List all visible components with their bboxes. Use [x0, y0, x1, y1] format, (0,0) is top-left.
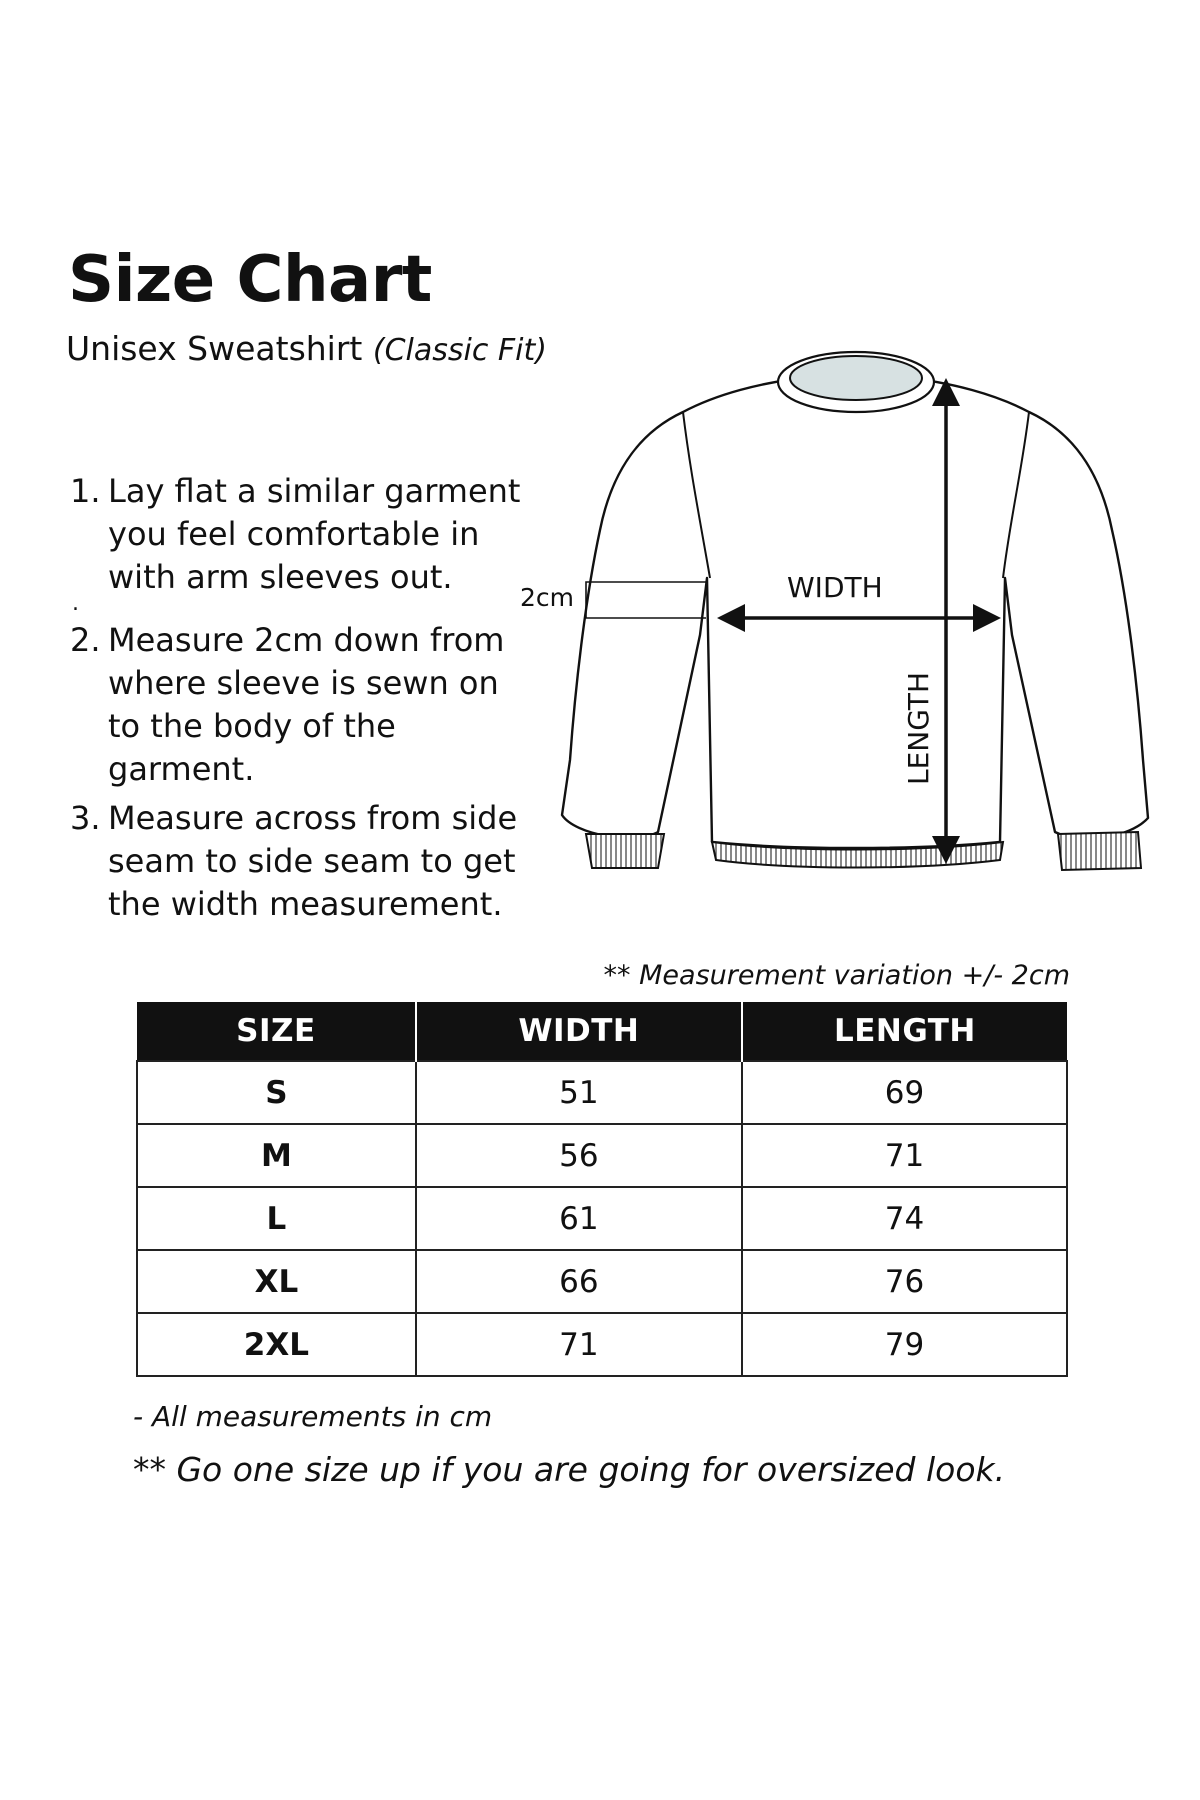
page-subtitle	[66, 329, 547, 368]
size-cell: XL	[137, 1250, 416, 1313]
length-cell: 76	[742, 1250, 1067, 1313]
width-cell: 66	[416, 1250, 742, 1313]
fit-label: (Classic Fit)	[372, 333, 547, 368]
step-text: Measure 2cm down from where sleeve is sewn on to the body of the garment.	[108, 621, 505, 788]
size-cell: M	[137, 1124, 416, 1187]
size-cell: 2XL	[137, 1313, 416, 1376]
neckline-inner	[790, 356, 922, 400]
size-table	[136, 1002, 1068, 1377]
garment-name: Unisex Sweatshirt	[66, 329, 363, 368]
width-cell: 51	[416, 1061, 742, 1124]
length-cell: 74	[742, 1187, 1067, 1250]
width-cell: 61	[416, 1187, 742, 1250]
size-cell: S	[137, 1061, 416, 1124]
step-text: Measure across from side seam to side seam to get the width measurement.	[108, 799, 518, 923]
size-cell: L	[137, 1187, 416, 1250]
instruction-step-2	[70, 619, 540, 791]
stray-dot: .	[72, 591, 79, 616]
width-cell: 71	[416, 1313, 742, 1376]
step-text: Lay flat a similar garment you feel comfortable in with arm sleeves out.	[108, 472, 521, 596]
units-note: - All measurements in cm	[133, 1400, 493, 1433]
length-cell: 79	[742, 1313, 1067, 1376]
table-row	[137, 1250, 1067, 1313]
column-header-size: SIZE	[137, 1002, 416, 1061]
step-number: 2.	[70, 621, 101, 659]
left-cuff	[586, 834, 664, 868]
sweatshirt-outline	[562, 377, 1148, 848]
instruction-step-1	[70, 470, 540, 599]
page-title: Size Chart	[68, 243, 432, 317]
step-number: 1.	[70, 472, 101, 510]
width-cell: 56	[416, 1124, 742, 1187]
instructions-list	[70, 470, 540, 926]
length-cell: 69	[742, 1061, 1067, 1124]
right-cuff	[1058, 832, 1141, 870]
column-header-length: LENGTH	[742, 1002, 1067, 1061]
length-cell: 71	[742, 1124, 1067, 1187]
length-label: LENGTH	[902, 671, 935, 785]
column-header-width: WIDTH	[416, 1002, 742, 1061]
step-number: 3.	[70, 799, 101, 837]
table-header-row	[137, 1002, 1067, 1061]
width-label: WIDTH	[787, 571, 883, 604]
table-row	[137, 1061, 1067, 1124]
offset-label: 2cm	[520, 583, 575, 612]
oversize-note: ** Go one size up if you are going for oversized look.	[133, 1450, 1006, 1489]
instruction-step-3	[70, 797, 540, 926]
variation-note: ** Measurement variation +/- 2cm	[603, 960, 1070, 991]
table-row	[137, 1187, 1067, 1250]
table-row	[137, 1124, 1067, 1187]
table-row	[137, 1313, 1067, 1376]
sweatshirt-diagram	[500, 330, 1150, 920]
